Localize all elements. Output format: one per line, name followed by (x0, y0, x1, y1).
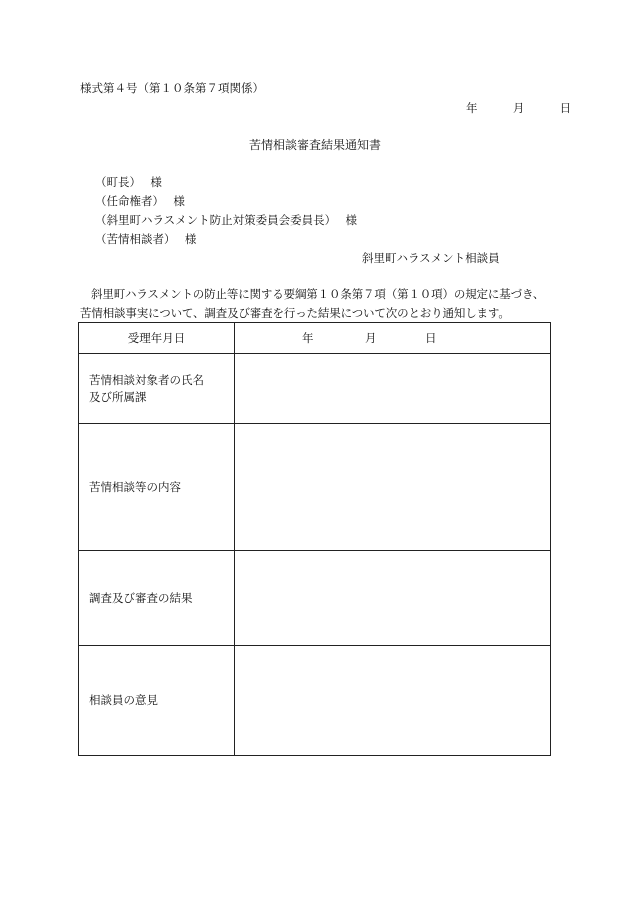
receipt-day: 日 (425, 331, 437, 345)
date-month: 月 (512, 101, 525, 115)
date-day: 日 (559, 101, 572, 115)
addressee-mayor: （町長） 様 (95, 175, 162, 189)
table-row-subject (79, 354, 551, 424)
table-row-opinion (79, 646, 551, 756)
form-number: 様式第４号（第１０条第７項関係） (80, 81, 264, 95)
receipt-date-label: 受理年月日 (79, 323, 235, 354)
date-year: 年 (466, 101, 478, 115)
table-row-receipt (79, 323, 551, 354)
addressee-committee-chair: （斜里町ハラスメント防止対策委員会委員長） 様 (95, 213, 358, 227)
document-title: 苦情相談審査結果通知書 (248, 138, 381, 152)
complaint-content-field[interactable] (235, 424, 551, 551)
table-row-content (79, 424, 551, 551)
sender-name: 斜里町ハラスメント相談員 (362, 251, 500, 265)
counselor-opinion-field[interactable] (235, 646, 551, 756)
date-line (466, 100, 571, 116)
complaint-content-label: 苦情相談等の内容 (79, 424, 235, 551)
subject-name-label: 苦情相談対象者の氏名 及び所属課 (79, 354, 235, 424)
addressee-complainant: （苦情相談者） 様 (95, 232, 197, 246)
investigation-result-label: 調査及び審査の結果 (79, 551, 235, 646)
form-table (78, 322, 551, 756)
receipt-year: 年 (302, 331, 314, 345)
body-text: 斜里町ハラスメントの防止等に関する要綱第１０条第７項（第１０項）の規定に基づき、苦情相談事実について、調査及び審査を行った結果について次のとおり通知します。 (80, 287, 545, 320)
addressee-appointing-authority: （任命権者） 様 (95, 194, 185, 208)
receipt-month: 月 (365, 331, 377, 345)
counselor-opinion-label: 相談員の意見 (79, 646, 235, 756)
subject-name-field[interactable] (235, 354, 551, 424)
receipt-date-field[interactable] (235, 323, 551, 354)
table-row-result (79, 551, 551, 646)
investigation-result-field[interactable] (235, 551, 551, 646)
